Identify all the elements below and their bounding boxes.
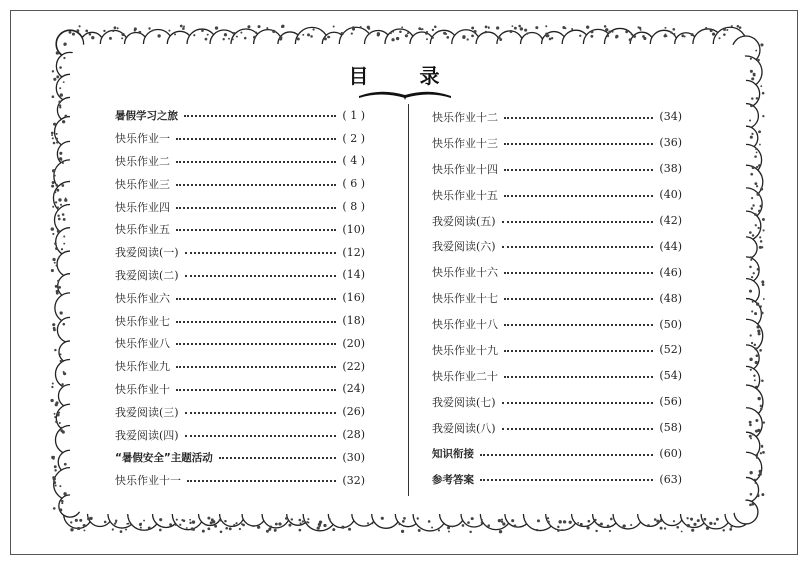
toc-entry-page: (36) <box>659 136 682 150</box>
toc-entry[interactable] <box>432 285 682 311</box>
toc-entry-title: 快乐作业十五 <box>432 188 498 202</box>
dot-leader <box>502 246 654 248</box>
toc-entry-page: (22) <box>342 359 365 373</box>
toc-entry[interactable] <box>115 400 365 423</box>
toc-entry-page: (16) <box>342 291 365 305</box>
toc-entry-page: (30) <box>342 450 365 464</box>
toc-entry-page: (32) <box>342 473 365 487</box>
dot-leader <box>176 161 336 163</box>
toc-entry-title: 快乐作业十 <box>115 382 170 396</box>
dot-leader <box>185 275 337 277</box>
toc-entry-page: ( 8 ) <box>342 200 365 214</box>
dot-leader <box>176 229 336 231</box>
toc-entry-page: (34) <box>659 110 682 124</box>
toc-entry-page: (20) <box>342 336 365 350</box>
toc-entry[interactable] <box>432 130 682 156</box>
toc-entry[interactable] <box>432 259 682 285</box>
dot-leader <box>176 207 336 209</box>
dot-leader <box>502 428 654 430</box>
toc-entry-title: 我爱阅读(一) <box>115 246 179 260</box>
dot-leader <box>480 454 653 456</box>
dot-leader <box>504 117 653 119</box>
toc-entry[interactable] <box>432 441 682 467</box>
toc-entry-page: (48) <box>659 291 682 305</box>
toc-entry-page: (10) <box>342 222 365 236</box>
column-divider <box>408 104 409 496</box>
toc-entry-title: 快乐作业十二 <box>432 110 498 124</box>
toc-entry[interactable] <box>115 241 365 264</box>
toc-entry[interactable] <box>432 104 682 130</box>
dot-leader <box>185 435 337 437</box>
toc-entry-title: “暑假安全”主题活动 <box>115 451 213 464</box>
toc-entry-title: 我爱阅读(七) <box>432 395 496 409</box>
dot-leader <box>504 195 653 197</box>
dot-leader <box>176 343 336 345</box>
toc-entry-title: 暑假学习之旅 <box>115 109 178 122</box>
toc-entry[interactable] <box>115 127 365 150</box>
toc-entry-page: (54) <box>659 369 682 383</box>
dot-leader <box>176 138 336 140</box>
toc-entry-page: ( 4 ) <box>342 154 365 168</box>
dot-leader <box>504 169 653 171</box>
dot-leader <box>219 457 337 459</box>
toc-entry[interactable] <box>115 218 365 241</box>
toc-entry-title: 快乐作业十九 <box>432 343 498 357</box>
toc-entry[interactable] <box>115 309 365 332</box>
toc-entry-page: (24) <box>342 382 365 396</box>
toc-entry-page: (56) <box>659 395 682 409</box>
toc-entry-title: 快乐作业十四 <box>432 162 498 176</box>
toc-entry-title: 快乐作业十八 <box>432 318 498 332</box>
toc-entry[interactable] <box>115 378 365 401</box>
toc-entry-page: (28) <box>342 428 365 442</box>
toc-entry-title: 快乐作业四 <box>115 200 170 214</box>
toc-entry-title: 我爱阅读(四) <box>115 428 179 442</box>
dot-leader <box>480 479 653 481</box>
toc-entry-title: 快乐作业二十 <box>432 369 498 383</box>
toc-entry[interactable] <box>115 150 365 173</box>
dot-leader <box>504 376 653 378</box>
toc-entry-page: ( 6 ) <box>342 177 365 191</box>
toc-entry-page: (40) <box>659 188 682 202</box>
toc-entry[interactable] <box>115 286 365 309</box>
toc-entry[interactable] <box>115 469 365 492</box>
toc-entry-title: 我爱阅读(二) <box>115 268 179 282</box>
toc-entry-title: 我爱阅读(五) <box>432 214 496 228</box>
toc-entry-title: 我爱阅读(八) <box>432 421 496 435</box>
toc-entry-page: (63) <box>659 472 682 486</box>
dot-leader <box>504 324 653 326</box>
toc-right-column <box>432 104 682 492</box>
toc-entry[interactable] <box>115 104 365 127</box>
toc-entry-title: 知识衔接 <box>432 448 474 461</box>
toc-entry[interactable] <box>432 363 682 389</box>
dot-leader <box>504 350 653 352</box>
dot-leader <box>185 412 337 414</box>
toc-entry-page: (42) <box>659 214 682 227</box>
toc-entry[interactable] <box>432 233 682 259</box>
toc-entry-title: 快乐作业八 <box>115 337 170 351</box>
open-book-icon <box>357 86 453 100</box>
toc-entry-title: 快乐作业十一 <box>115 474 181 488</box>
toc-entry-title: 我爱阅读(三) <box>115 405 179 419</box>
dot-leader <box>502 221 654 223</box>
toc-entry[interactable] <box>432 208 682 234</box>
toc-entry-page: (58) <box>659 421 682 435</box>
dot-leader <box>176 366 336 368</box>
toc-entry[interactable] <box>432 311 682 337</box>
toc-entry-title: 快乐作业一 <box>115 132 170 146</box>
dot-leader <box>187 480 336 482</box>
dot-leader <box>184 115 336 117</box>
toc-entry-page: (52) <box>659 343 682 357</box>
dot-leader <box>185 252 337 254</box>
toc-entry[interactable] <box>115 423 365 446</box>
toc-left-column <box>115 104 365 492</box>
dot-leader <box>502 402 654 404</box>
toc-entry-title: 快乐作业十三 <box>432 136 498 150</box>
toc-entry[interactable] <box>432 466 682 492</box>
toc-entry[interactable] <box>115 195 365 218</box>
toc-entry-title: 快乐作业七 <box>115 314 170 328</box>
toc-entry-page: (18) <box>342 314 365 328</box>
toc-entry-title: 我爱阅读(六) <box>432 240 496 254</box>
dot-leader <box>176 298 336 300</box>
toc-entry-page: (12) <box>342 245 365 259</box>
toc-entry-title: 快乐作业二 <box>115 154 170 168</box>
toc-entry[interactable] <box>115 172 365 195</box>
toc-entry-title: 参考答案 <box>432 473 474 486</box>
toc-entry-page: (44) <box>659 239 682 253</box>
toc-entry[interactable] <box>115 355 365 378</box>
toc-entry[interactable] <box>432 337 682 363</box>
toc-entry[interactable] <box>115 446 365 469</box>
toc-entry-page: (38) <box>659 162 682 176</box>
dot-leader <box>504 298 653 300</box>
toc-entry-title: 快乐作业九 <box>115 360 170 374</box>
dot-leader <box>504 143 653 145</box>
toc-entry[interactable] <box>115 264 365 287</box>
dot-leader <box>176 321 336 323</box>
toc-entry-page: (14) <box>342 268 365 282</box>
toc-entry-title: 快乐作业十七 <box>432 292 498 306</box>
toc-entry[interactable] <box>432 156 682 182</box>
toc-entry-page: (46) <box>659 265 682 279</box>
toc-entry[interactable] <box>432 182 682 208</box>
toc-entry-page: (50) <box>659 317 682 331</box>
page-title: 目 录 <box>348 64 462 88</box>
toc-entry-title: 快乐作业十六 <box>432 266 498 280</box>
dot-leader <box>504 272 653 274</box>
toc-entry-page: (60) <box>659 447 682 461</box>
toc-entry-page: (26) <box>342 405 365 419</box>
toc-entry-page: ( 1 ) <box>342 108 365 122</box>
toc-entry-title: 快乐作业六 <box>115 291 170 305</box>
toc-entry[interactable] <box>432 389 682 415</box>
toc-entry[interactable] <box>432 415 682 441</box>
toc-entry-title: 快乐作业五 <box>115 223 170 237</box>
toc-entry-title: 快乐作业三 <box>115 177 170 191</box>
toc-entry-page: ( 2 ) <box>342 131 365 145</box>
dot-leader <box>176 184 336 186</box>
dot-leader <box>176 389 336 391</box>
toc-entry[interactable] <box>115 332 365 355</box>
